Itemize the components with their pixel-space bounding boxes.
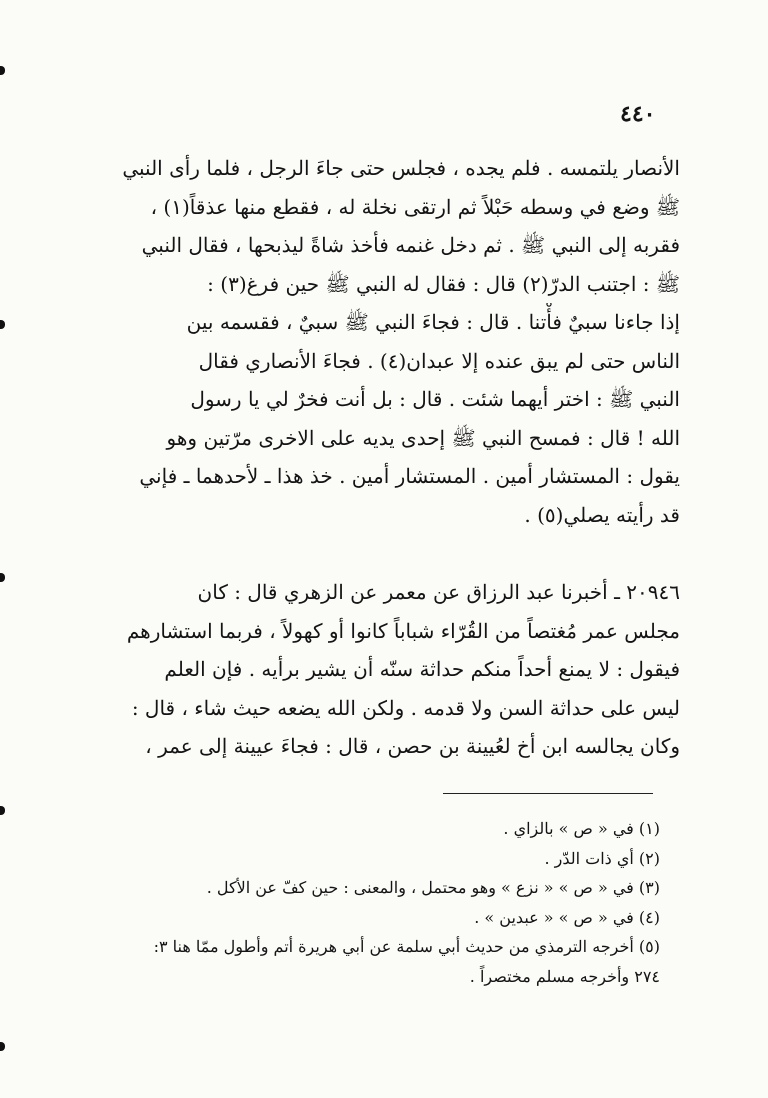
text-line: وكان يجالسه ابن أخ لعُيينة بن حصن ، قال : فجاءَ عيينة إلى عمر ، bbox=[145, 734, 680, 758]
text-line: فقربه إلى النبي ﷺ . ثم دخل غنمه فأخذ شاةً ليذبحها ، فقال النبي bbox=[141, 233, 680, 257]
text-line: النبي ﷺ : اختر أيهما شئت . قال : بل أنت فخرٌ لي يا رسول bbox=[190, 387, 680, 411]
text-line: ٢٠٩٤٦ ـ أخبرنا عبد الرزاق عن معمر عن الزهري قال : كان bbox=[197, 580, 680, 604]
text-line: إذا جاءنا سبيٌ فأْتنا . قال : فجاءَ النبي ﷺ سبيٌ ، فقسمه بين bbox=[186, 310, 680, 334]
footnote: (٥) أخرجه الترمذي من حديث أبي سلمة عن أبي هريرة أتم وأطول ممّا هنا ٣: bbox=[153, 937, 660, 956]
footnote: (٤) في « ص » « عبدين » . bbox=[474, 907, 660, 927]
main-text-paragraph-2 bbox=[86, 573, 680, 766]
page-number: ٤٤٠ bbox=[620, 101, 656, 127]
footnote: (٣) في « ص » « نزع » وهو محتمل ، والمعنى : حين كفّ عن الأكل . bbox=[206, 878, 660, 897]
margin-mark bbox=[0, 1042, 5, 1051]
main-text-paragraph-1 bbox=[86, 149, 680, 534]
footnotes bbox=[100, 814, 660, 991]
text-line: مجلس عمر مُغتصاً من القُرّاء شباباً كانوا أو كهولاً ، فربما استشارهم bbox=[126, 618, 680, 643]
text-line: الناس حتى لم يبق عنده إلا عبدان(٤) . فجاءَ الأنصاري فقال bbox=[198, 348, 680, 373]
text-line: ليس على حداثة السن ولا قدمه . ولكن الله يضعه حيث شاء ، قال : bbox=[131, 695, 680, 720]
footnote: (١) في « ص » بالزاي . bbox=[503, 819, 660, 838]
text-line: الأنصار يلتمسه . فلم يجده ، فجلس حتى جاءَ الرجل ، فلما رأى النبي bbox=[122, 156, 680, 180]
text-line: ﷺ وضع في وسطه حَبْلاً ثم ارتقى نخلة له ، فقطع منها عذقاً(١) ، bbox=[150, 194, 680, 219]
text-line: يقول : المستشار أمين . المستشار أمين . خذ هذا ـ لأحدهما ـ فإني bbox=[139, 464, 680, 488]
text-line: الله ! قال : فمسح النبي ﷺ إحدى يديه على الاخرى مرّتين وهو bbox=[166, 425, 680, 450]
footnote: (٢) أي ذات الدّر . bbox=[544, 848, 660, 868]
margin-mark bbox=[0, 806, 5, 815]
margin-mark bbox=[0, 66, 5, 75]
text-line: قد رأيته يصلي(٥) . bbox=[524, 502, 680, 527]
footnote-separator bbox=[443, 793, 653, 794]
text-line: فيقول : لا يمنع أحداً منكم حداثة سنّه أن يشير برأيه . فإن العلم bbox=[164, 657, 680, 681]
margin-mark bbox=[0, 573, 5, 582]
margin-mark bbox=[0, 320, 5, 329]
text-line: ﷺ : اجتنب الدرّ(٢) قال : فقال له النبي ﷺ حين فرغ(٣) : bbox=[207, 271, 680, 296]
footnote: ٢٧٤ وأخرجه مسلم مختصراً . bbox=[469, 966, 660, 986]
